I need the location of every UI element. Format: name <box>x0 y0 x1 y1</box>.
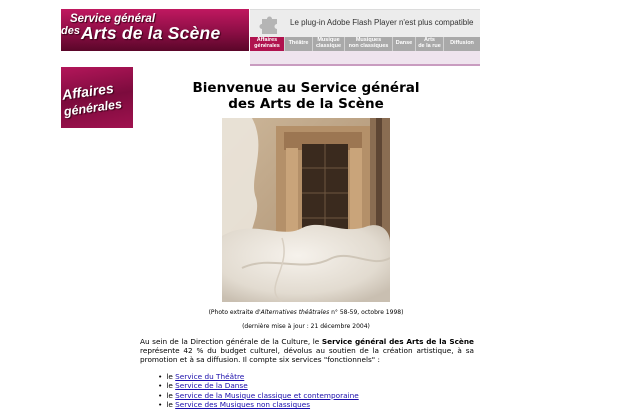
nav-item-diffusion[interactable] <box>444 37 480 51</box>
service-link-musiques-non-classiques[interactable]: Service des Musiques non classiques <box>175 400 311 410</box>
page-title-line1: Bienvenue au Service général <box>192 80 420 96</box>
puzzle-plugin-icon <box>259 13 281 35</box>
nav-item-arts-de-la-rue[interactable] <box>416 37 444 51</box>
flash-plugin-notice <box>250 9 480 38</box>
nav-item-danse[interactable] <box>393 37 416 51</box>
section-label-badge <box>61 67 133 128</box>
nav-item-musique-classique[interactable] <box>313 37 345 51</box>
intro-text-end: représente 42 % du budget culturel, dévolus au soutien de la création artistique, à sa promotion et à sa diffusion. Il compte six services "fonctionnels" : <box>140 346 474 365</box>
theatre-photo <box>222 118 390 302</box>
caption-publication: Alternatives théâtrales <box>260 309 330 316</box>
photo-caption <box>140 309 472 316</box>
page-title-line2: des Arts de la Scène <box>228 96 384 112</box>
list-item <box>158 400 359 409</box>
services-list <box>158 372 359 410</box>
section-nav <box>250 37 480 51</box>
nav-item-label: Théâtre <box>288 40 309 47</box>
nav-item-label: Arts de la rue <box>418 37 441 49</box>
service-link-theatre[interactable]: Service du Théâtre <box>175 372 245 381</box>
nav-item-musiques-non-classiques[interactable] <box>345 37 393 51</box>
service-prefix: le <box>166 372 173 381</box>
caption-prefix: (Photo extraite d' <box>208 309 261 316</box>
banner-title-line2: des <box>61 25 80 37</box>
theatre-photo-image <box>222 118 390 302</box>
site-banner <box>61 9 249 51</box>
last-update-note: (dernière mise à jour : 21 décembre 2004) <box>242 323 370 330</box>
service-prefix: le <box>166 381 173 391</box>
nav-item-label: Diffusion <box>450 40 474 47</box>
service-prefix: le <box>166 390 173 400</box>
service-link-danse[interactable]: Service de la Danse <box>175 381 248 391</box>
intro-paragraph <box>140 337 474 364</box>
nav-item-label: Affaires générales <box>254 37 280 49</box>
banner-title-line3: Arts de la Scène <box>81 23 221 43</box>
caption-suffix: n° 58-59, octobre 1998) <box>329 309 404 316</box>
page-title <box>140 80 472 112</box>
banner-title-line1: Service général <box>70 13 156 25</box>
nav-item-theatre[interactable] <box>285 37 313 51</box>
flash-notice-text: Le plug-in Adobe Flash Player n'est plus compatible <box>290 18 474 27</box>
list-item <box>158 391 359 400</box>
section-label-line2: générales <box>63 96 123 119</box>
section-label-line1: Affaires <box>61 79 115 103</box>
nav-item-label: Musiques non classiques <box>348 37 389 49</box>
intro-service-name: Service général des Arts de la Scène <box>321 337 474 346</box>
list-item <box>158 381 359 390</box>
nav-item-label: Musique classique <box>315 37 342 49</box>
list-item <box>158 372 359 381</box>
nav-item-affaires-generales[interactable] <box>250 37 285 51</box>
nav-item-label: Danse <box>395 40 413 47</box>
service-link-musique-classique[interactable]: Service de la Musique classique et contemporaine <box>175 390 359 400</box>
intro-text-start: Au sein de la Direction générale de la Culture, le <box>140 337 322 346</box>
service-prefix: le <box>166 400 173 410</box>
nav-underline-bar <box>250 51 480 66</box>
